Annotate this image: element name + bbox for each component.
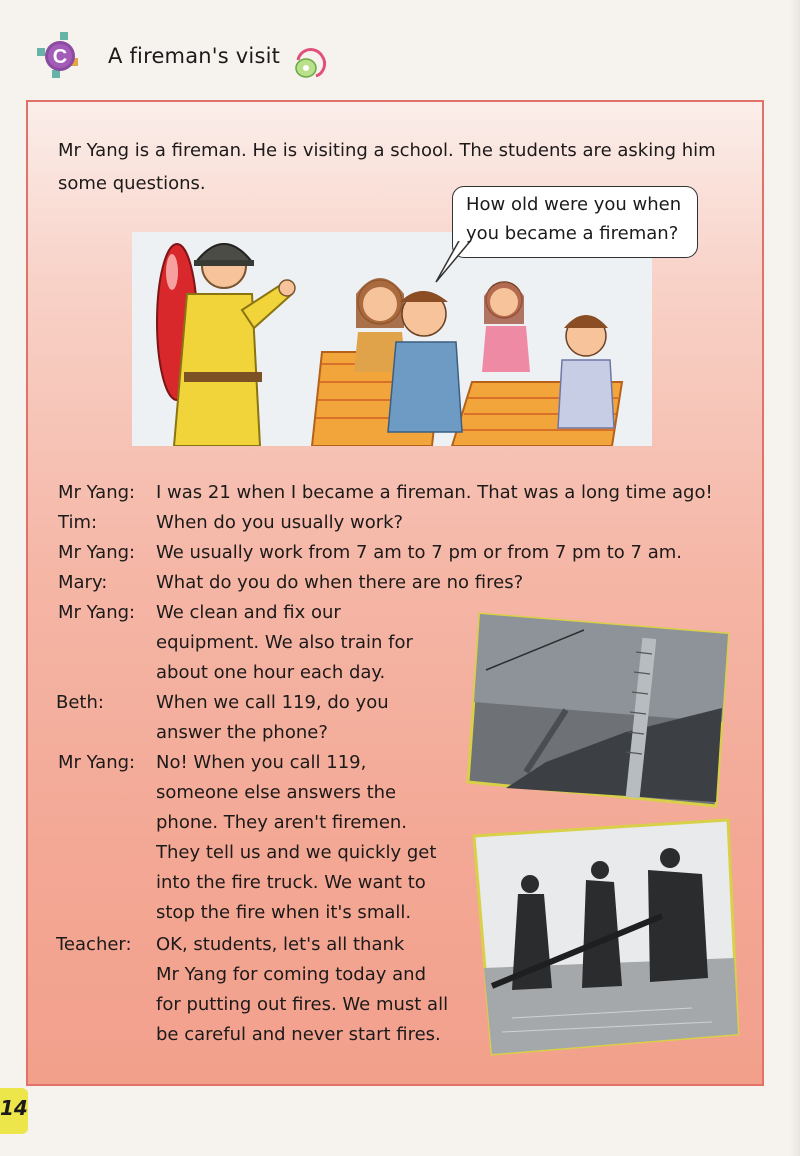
dialogue-line: about one hour each day. — [156, 662, 386, 683]
dialogue-line: When do you usually work? — [156, 512, 404, 533]
section-c-icon — [36, 32, 84, 80]
speaker-name: Beth: — [56, 692, 104, 713]
speech-bubble-text: How old were you when you became a fireman? — [466, 194, 682, 244]
dialogue-line: for putting out fires. We must all — [156, 994, 449, 1015]
speaker-name: Mr Yang: — [58, 752, 136, 773]
dialogue-line: I was 21 when I became a fireman. That was a long time ago! — [156, 482, 713, 503]
dialogue-line: answer the phone? — [156, 722, 328, 743]
dialogue-row — [0, 748, 460, 928]
speaker-name: Mr Yang: — [58, 602, 136, 623]
speaker-name: Mr Yang: — [58, 482, 136, 503]
dialogue-line: They tell us and we quickly get — [156, 842, 437, 863]
page-edge-shadow — [790, 0, 800, 1156]
dialogue-line: into the fire truck. We want to — [156, 872, 426, 893]
dialogue-line: someone else answers the — [156, 782, 397, 803]
speaker-name: Tim: — [58, 512, 98, 533]
dialogue-row — [0, 930, 460, 1050]
firefighters-hose-photo — [472, 818, 740, 1056]
dialogue-row — [0, 688, 460, 748]
dialogue-line: We clean and fix our — [156, 602, 341, 623]
speaker-name: Mary: — [58, 572, 108, 593]
dialogue-line: OK, students, let's all thank — [156, 934, 405, 955]
dialogue-line: What do you do when there are no fires? — [156, 572, 524, 593]
dialogue-line: We usually work from 7 am to 7 pm or from 7 pm to 7 am. — [156, 542, 682, 563]
fire-ladder-photo — [466, 612, 730, 808]
speaker-name: Mr Yang: — [58, 542, 136, 563]
classroom-illustration — [132, 232, 652, 446]
speaker-name: Teacher: — [56, 934, 132, 955]
page-title: A fireman's visit — [108, 44, 281, 68]
page-number: 14 — [0, 1096, 28, 1120]
dialogue-line: Mr Yang for coming today and — [156, 964, 426, 985]
audio-disc-icon[interactable] — [292, 46, 328, 80]
dialogue-row — [0, 598, 460, 688]
dialogue-line: When we call 119, do you — [156, 692, 389, 713]
dialogue-line: No! When you call 119, — [156, 752, 367, 773]
dialogue-line: be careful and never start fires. — [156, 1024, 441, 1045]
dialogue-line: equipment. We also train for — [156, 632, 413, 653]
intro-paragraph: Mr Yang is a fireman. He is visiting a school. The students are asking him some questions. — [58, 140, 716, 194]
dialogue-line: phone. They aren't firemen. — [156, 812, 408, 833]
svg-text:C: C — [52, 46, 68, 68]
dialogue-line: stop the fire when it's small. — [156, 902, 412, 923]
